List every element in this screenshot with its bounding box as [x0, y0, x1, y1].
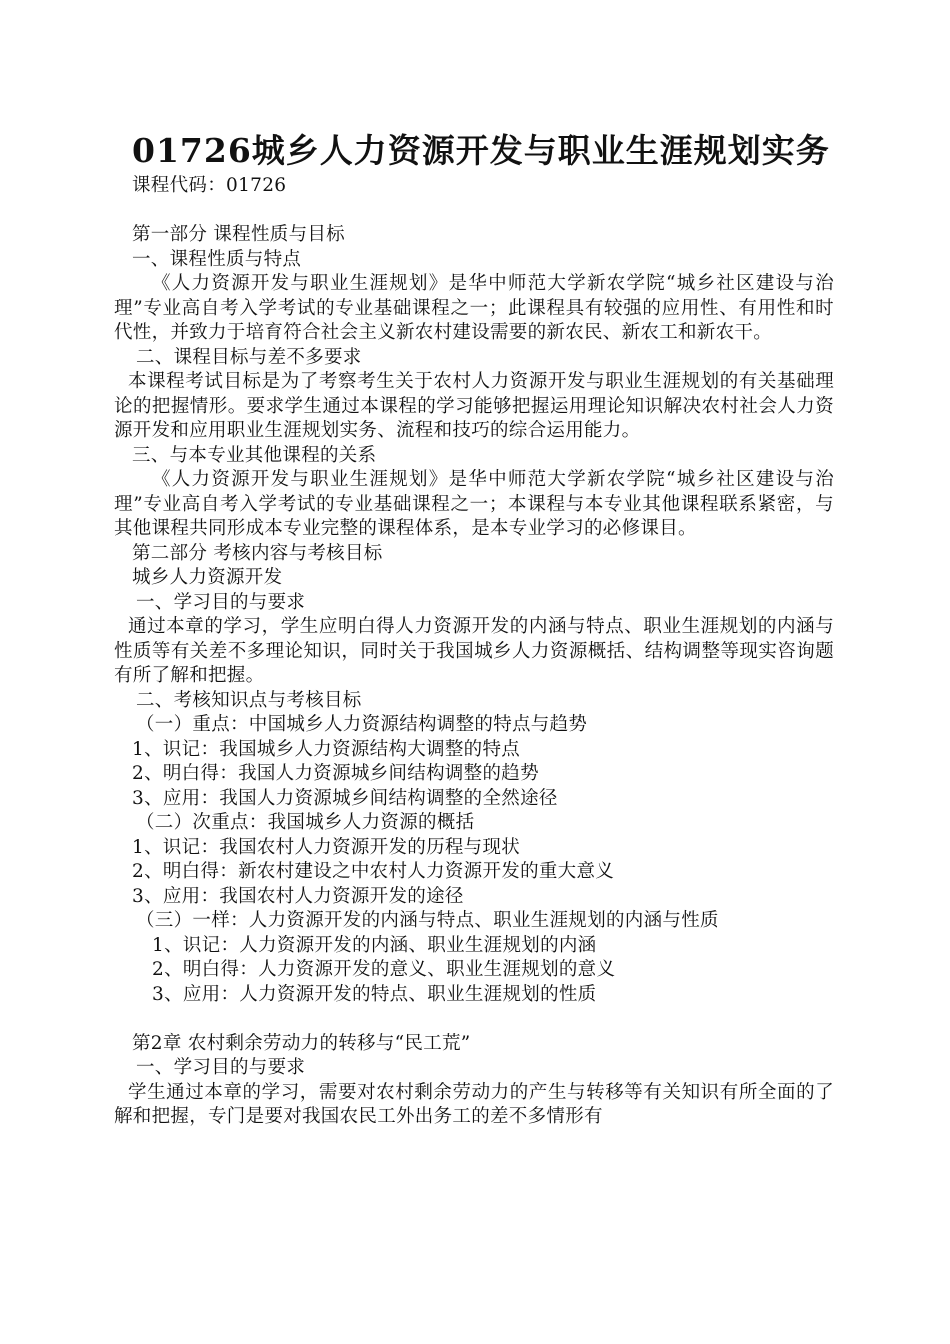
blank-line — [114, 199, 834, 224]
section-nature-heading: 一、课程性质与特点 — [132, 248, 302, 270]
group-general-points-heading: （三）一样：人力资源开发的内涵与特点、职业生涯规划的内涵与性质 — [136, 910, 719, 931]
chapter-two-objectives-body: 学生通过本章的学习，需要对农村剩余劳动力的产生与转移等有关知识有所全面的了解和把握，专门是要对我国农民工外出务工的差不多情形有 — [114, 1081, 834, 1127]
list-item: 3、应用：人力资源开发的特点、职业生涯规划的性质 — [152, 983, 597, 1005]
chapter-one-objectives-body: 通过本章的学习，学生应明白得人力资源开发的内涵与特点、职业生涯规划的内涵与性质等有关差不多理论知识，同时关于我国城乡人力资源概括、结构调整等现实咨询题有所了解和把握。 — [114, 616, 834, 686]
list-item: 1、识记：我国农村人力资源开发的历程与现状 — [132, 836, 521, 858]
section-goals-heading: 二、课程目标与差不多要求 — [136, 346, 362, 368]
chapter-one-objectives-heading: 一、学习目的与要求 — [136, 591, 306, 613]
chapter-two-objectives-heading: 一、学习目的与要求 — [136, 1057, 306, 1078]
part-one-heading: 第一部分 课程性质与目标 — [132, 224, 345, 245]
course-code: 课程代码：01726 — [132, 175, 287, 196]
list-item: 2、明白得：我国人力资源城乡间结构调整的趋势 — [132, 763, 539, 784]
section-nature-body: 《人力资源开发与职业生涯规划》是华中师范大学新农学院“城乡社区建设与治理”专业高自考入学考试的专业基础课程之一；此课程具有较强的应用性、有用性和时代性，并致力于培育符合社会主义新农村建设需要的新农民、新农工和新农干。 — [114, 273, 834, 343]
document-page — [114, 128, 834, 1130]
chapter-one-title: 城乡人力资源开发 — [132, 567, 283, 588]
document-title: 01726城乡人力资源开发与职业生涯规划实务 — [132, 131, 830, 170]
section-relation-body: 《人力资源开发与职业生涯规划》是华中师范大学新农学院“城乡社区建设与治理”专业高自考入学考试的专业基础课程之一；本课程与本专业其他课程联系紧密，与其他课程共同形成本专业完整的课程体系，是本专业学习的必修课目。 — [114, 469, 834, 539]
group-secondary-points-heading: （二）次重点：我国城乡人力资源的概括 — [136, 812, 475, 833]
list-item: 3、应用：我国人力资源城乡间结构调整的全然途径 — [132, 787, 558, 809]
group-key-points-heading: （一）重点：中国城乡人力资源结构调整的特点与趋势 — [136, 714, 588, 735]
list-item: 1、识记：人力资源开发的内涵、职业生涯规划的内涵 — [152, 934, 597, 956]
list-item: 3、应用：我国农村人力资源开发的途径 — [132, 885, 464, 907]
list-item: 2、明白得：人力资源开发的意义、职业生涯规划的意义 — [152, 959, 616, 980]
chapter-two-title: 第2章 农村剩余劳动力的转移与“民工荒” — [132, 1032, 471, 1054]
section-goals-body: 本课程考试目标是为了考察考生关于农村人力资源开发与职业生涯规划的有关基础理论的把握情形。要求学生通过本课程的学习能够把握运用理论知识解决农村社会人力资源开发和应用职业生涯规划实务、流程和技巧的综合运用能力。 — [114, 371, 834, 441]
section-relation-heading: 三、与本专业其他课程的关系 — [132, 444, 377, 466]
part-two-heading: 第二部分 考核内容与考核目标 — [132, 542, 383, 564]
list-item: 1、识记：我国城乡人力资源结构大调整的特点 — [132, 738, 521, 760]
chapter-one-assessment-heading: 二、考核知识点与考核目标 — [136, 689, 362, 711]
blank-line — [114, 1007, 834, 1032]
list-item: 2、明白得：新农村建设之中农村人力资源开发的重大意义 — [132, 861, 615, 882]
